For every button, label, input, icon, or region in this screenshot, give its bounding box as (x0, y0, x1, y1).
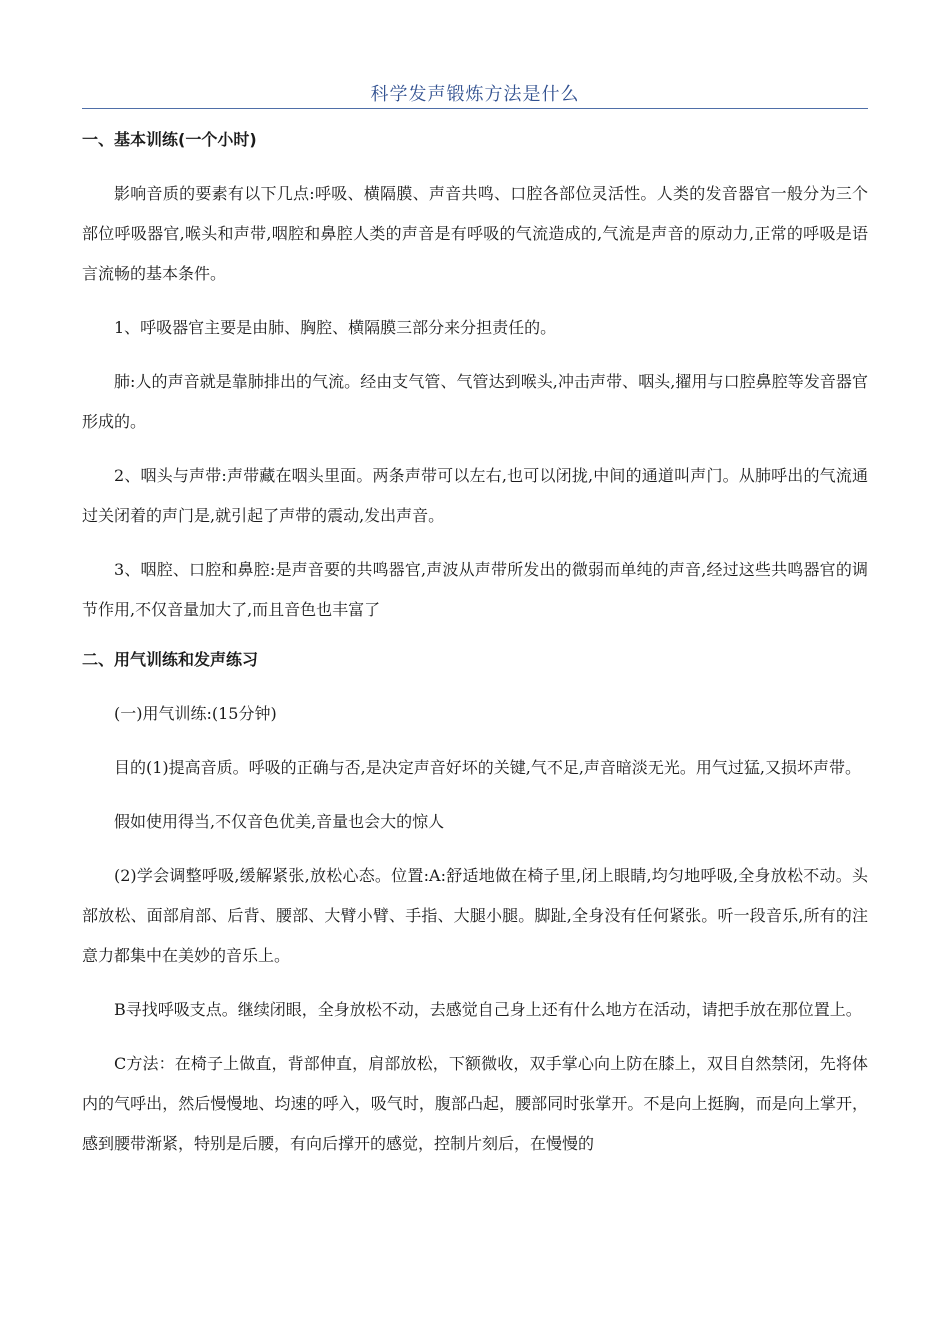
paragraph: B寻找呼吸支点。继续闭眼，全身放松不动，去感觉自己身上还有什么地方在活动，请把手放在那位置上。 (114, 1000, 862, 1019)
section-heading-basic-training: 一、基本训练(一个小时) (82, 130, 257, 149)
paragraph: (一)用气训练:(15分钟) (114, 704, 277, 723)
paragraph: 假如使用得当,不仅音色优美,音量也会大的惊人 (114, 812, 445, 831)
paragraph: C方法：在椅子上做直，背部伸直，肩部放松，下额微收，双手掌心向上防在膝上，双目自然禁闭，先将体内的气呼出，然后慢慢地、均速的呼入，吸气时，腹部凸起，腰部同时张掌开。不是向上挺胸，而是向上掌开，感到腰带渐紧，特别是后腰，有向后撑开的感觉，控制片刻后，在慢慢的 (82, 1054, 868, 1153)
paragraph: 目的(1)提高音质。呼吸的正确与否,是决定声音好坏的关键,气不足,声音暗淡无光。用气过猛,又损坏声带。 (114, 758, 862, 777)
section-heading-breath-training: 二、用气训练和发声练习 (82, 650, 259, 669)
paragraph: 影响音质的要素有以下几点:呼吸、横隔膜、声音共鸣、口腔各部位灵活性。人类的发音器官一般分为三个部位呼吸器官,喉头和声带,咽腔和鼻腔人类的声音是有呼吸的气流造成的,气流是声音的原动力,正常的呼吸是语言流畅的基本条件。 (82, 184, 868, 283)
paragraph: 1、呼吸器官主要是由肺、胸腔、横隔膜三部分来分担责任的。 (114, 318, 557, 337)
paragraph: 2、咽头与声带:声带藏在咽头里面。两条声带可以左右,也可以闭拢,中间的通道叫声门。从肺呼出的气流通过关闭着的声门是,就引起了声带的震动,发出声音。 (82, 466, 868, 525)
paragraph: 3、咽腔、口腔和鼻腔:是声音要的共鸣器官,声波从声带所发出的微弱而单纯的声音,经过这些共鸣器官的调节作用,不仅音量加大了,而且音色也丰富了 (82, 560, 868, 619)
document-body (82, 124, 868, 1178)
paragraph: 肺:人的声音就是靠肺排出的气流。经由支气管、气管达到喉头,冲击声带、咽头,擢用与口腔鼻腔等发音器官形成的。 (82, 372, 868, 431)
document-title: 科学发声锻炼方法是什么 (370, 84, 580, 105)
title-divider (82, 108, 868, 109)
paragraph: (2)学会调整呼吸,缓解紧张,放松心态。位置:A:舒适地做在椅子里,闭上眼睛,均匀地呼吸,全身放松不动。头部放松、面部肩部、后背、腰部、大臂小臂、手指、大腿小腿。脚趾,全身没有任何紧张。听一段音乐,所有的注意力都集中在美妙的音乐上。 (82, 866, 868, 965)
